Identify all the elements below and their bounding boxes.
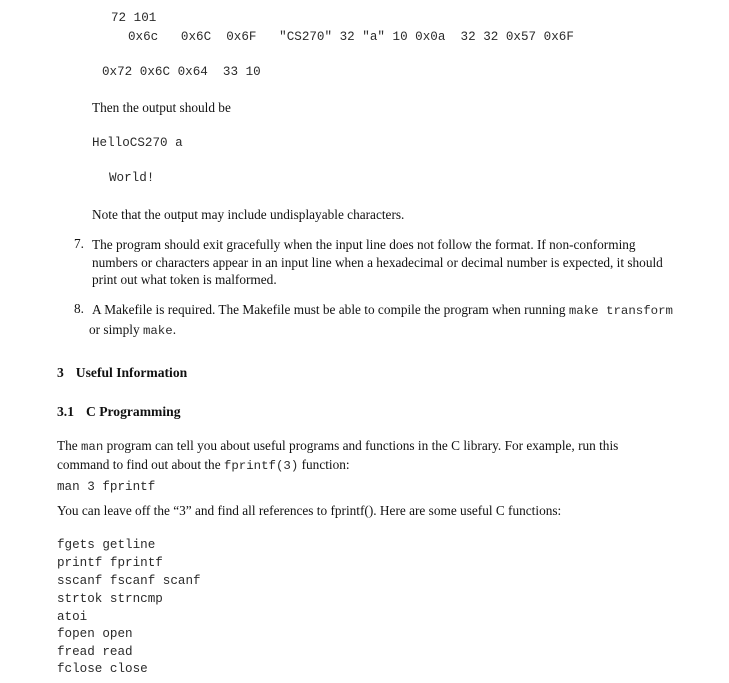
man-code: man	[81, 440, 104, 454]
section-3-1-heading	[57, 404, 181, 420]
section-title: C Programming	[86, 404, 181, 419]
example-input-row-3: 0x72 0x6C 0x64 33 10	[102, 65, 261, 79]
para1-text-1: The	[57, 438, 81, 453]
list-item-number: 7.	[74, 236, 84, 251]
list-item-text: The program should exit gracefully when the input line does not follow the format. If non-conforming numbers or characters appear in an input line when a hexadecimal or decimal number is expected, it should print out what token is malformed.	[92, 237, 663, 288]
function-list-item: atoi	[57, 610, 88, 624]
function-list-item: fopen open	[57, 627, 133, 641]
item-8-text-middle: or simply	[89, 321, 143, 337]
example-output-line-1: HelloCS270 a	[92, 136, 183, 150]
para1-text-3: command to find out about the	[57, 457, 224, 472]
para1-text-2: program can tell you about useful programs and functions in the C library. For example, run this	[103, 438, 619, 453]
note-text: Note that the output may include undisplayable characters.	[92, 207, 405, 222]
para1-text-4: function:	[298, 457, 350, 472]
example-input-row-1: 72 101	[111, 11, 157, 25]
item-8-text-before: A Makefile is required. The Makefile must be able to compile the program when running	[92, 302, 569, 317]
function-list-item: strtok strncmp	[57, 592, 163, 606]
item-8-text-after: .	[172, 321, 177, 337]
function-list-item: printf fprintf	[57, 556, 163, 570]
man-command: man 3 fprintf	[57, 480, 156, 494]
list-item-text	[89, 301, 722, 340]
section-3-heading	[57, 365, 187, 381]
function-list-item: fclose close	[57, 662, 148, 676]
functions-intro-text: You can leave off the “3” and find all references to fprintf(). Here are some useful C functions:	[57, 503, 562, 518]
function-list-item: fgets getline	[57, 538, 156, 552]
list-item-number: 8.	[74, 301, 84, 316]
section-title: Useful Information	[75, 365, 188, 380]
function-list-item: sscanf fscanf scanf	[57, 574, 201, 588]
fprintf-code: fprintf(3)	[223, 459, 299, 473]
example-input-row-2: 0x6c 0x6C 0x6F "CS270" 32 "a" 10 0x0a 32 32 0x57 0x6F	[128, 30, 574, 44]
output-intro-text: Then the output should be	[92, 100, 231, 115]
make-code: make	[142, 323, 173, 338]
make-transform-code: make transform	[568, 304, 673, 318]
man-paragraph	[57, 437, 618, 475]
section-number: 3	[57, 365, 64, 380]
example-output-line-2: World!	[109, 171, 155, 185]
section-number: 3.1	[57, 404, 74, 419]
function-list-item: fread read	[57, 645, 133, 659]
